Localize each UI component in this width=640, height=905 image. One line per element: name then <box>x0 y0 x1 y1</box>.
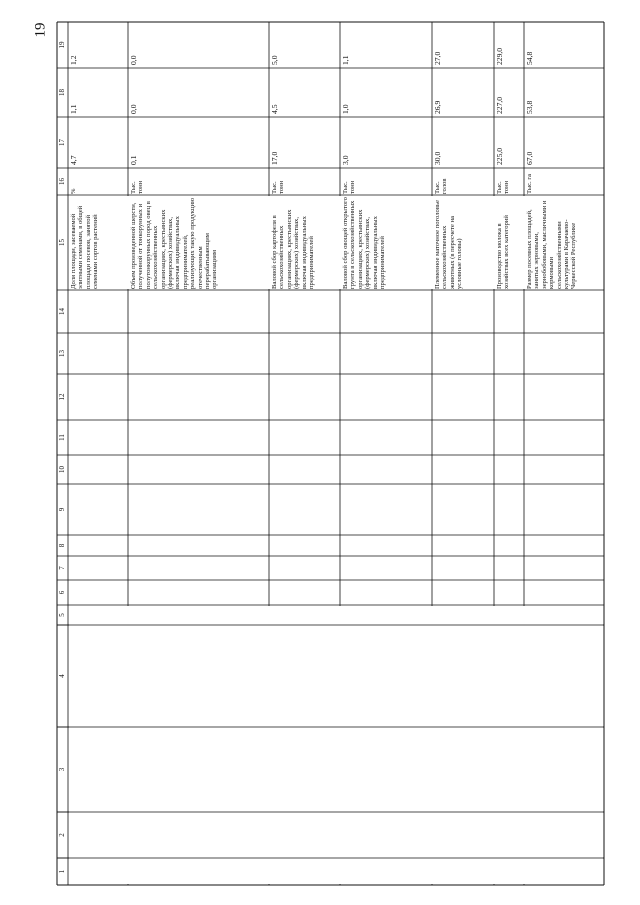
column-number: 18 <box>58 89 66 96</box>
column-number: 3 <box>58 767 66 772</box>
column-number: 10 <box>58 466 66 473</box>
indicator-col15: Валовой сбор овощей открытого грунта в сельскохозяйственных организациях, крестьянских (фермерских) хозяйствах, включая индивидуальных предпринимателей <box>342 197 387 289</box>
value-col18: 4,5 <box>270 104 279 114</box>
unit-col16: Тыс. тонн <box>342 180 357 194</box>
indicator-col15: Племенное маточное поголовье сельскохозяйственных животных (в пересчете на условные головы) <box>434 200 464 289</box>
value-col18: 26,9 <box>433 100 442 114</box>
column-number: 2 <box>58 833 66 837</box>
indicator-col15: Объем произведенной шерсти, полученной от тонкорунных и полутонкорунных пород овец в сельскохозяйственных организациях, крестьянских (фермерских) хозяйствах, включая индивидуальных предпринимателей, реализующих такую продукцию отечественным перерабатывающим организациям <box>130 198 219 289</box>
value-col18: 227,0 <box>495 96 504 114</box>
value-col19: 1,2 <box>69 55 78 65</box>
unit-col16: Тыс. голов <box>434 178 449 194</box>
column-number: 12 <box>58 393 66 401</box>
column-number: 15 <box>58 239 66 246</box>
value-col18: 0,0 <box>129 104 138 114</box>
value-col19: 229,0 <box>495 47 504 65</box>
column-number: 13 <box>58 350 66 357</box>
value-col19: 0,0 <box>129 55 138 65</box>
column-number: 6 <box>58 590 66 595</box>
unit-col16: % <box>70 188 77 194</box>
value-col17: 225,0 <box>495 147 504 165</box>
value-col18: 1,1 <box>69 104 78 114</box>
page-number: 19 <box>32 22 48 38</box>
column-number: 8 <box>58 543 66 548</box>
indicator-col15: Валовой сбор картофеля в сельскохозяйственных организациях, крестьянских (фермерских) хозяйствах, включая индивидуальных предпринимателей <box>271 209 316 289</box>
value-col18: 1,0 <box>341 104 350 114</box>
value-col19: 54,8 <box>525 51 534 65</box>
column-number: 4 <box>58 674 66 678</box>
column-number: 14 <box>58 308 66 315</box>
unit-col16: Тыс. тонн <box>496 180 511 194</box>
column-number: 16 <box>58 178 66 185</box>
column-number: 7 <box>58 566 66 570</box>
indicator-col15: Производство молока в хозяйствах всех категорий <box>496 215 511 289</box>
unit-col16: Тыс. га <box>526 174 533 194</box>
value-col17: 0,1 <box>129 155 138 165</box>
column-number: 11 <box>58 434 66 441</box>
unit-col16: Тыс. тонн <box>130 180 145 194</box>
merged-area <box>69 606 603 884</box>
column-number: 17 <box>58 139 66 146</box>
column-number: 9 <box>58 507 66 512</box>
column-number: 1 <box>58 869 66 874</box>
value-col19: 27,0 <box>433 51 442 65</box>
column-number: 5 <box>58 613 66 617</box>
value-col19: 1,1 <box>341 55 350 65</box>
column-number: 19 <box>58 41 66 49</box>
value-col18: 53,8 <box>525 100 534 114</box>
value-col17: 30,0 <box>433 151 442 165</box>
value-col17: 67,0 <box>525 151 534 165</box>
value-col17: 4,7 <box>69 155 78 165</box>
value-col17: 3,0 <box>341 155 350 165</box>
unit-col16: Тыс. тонн <box>271 180 286 194</box>
indicator-col15: Доля площади, засеваемой элитными семенами, в общей площади посевов, занятой семенами сортов растений <box>70 205 100 289</box>
value-col19: 5,0 <box>270 55 279 65</box>
indicator-col15: Размер посевных площадей, занятых зерновыми, зернобобовыми, масличными и кормовыми сельскохозяйственными культурами в Карачаево-Черкесской Республике <box>526 200 578 289</box>
value-col17: 17,0 <box>270 151 279 165</box>
